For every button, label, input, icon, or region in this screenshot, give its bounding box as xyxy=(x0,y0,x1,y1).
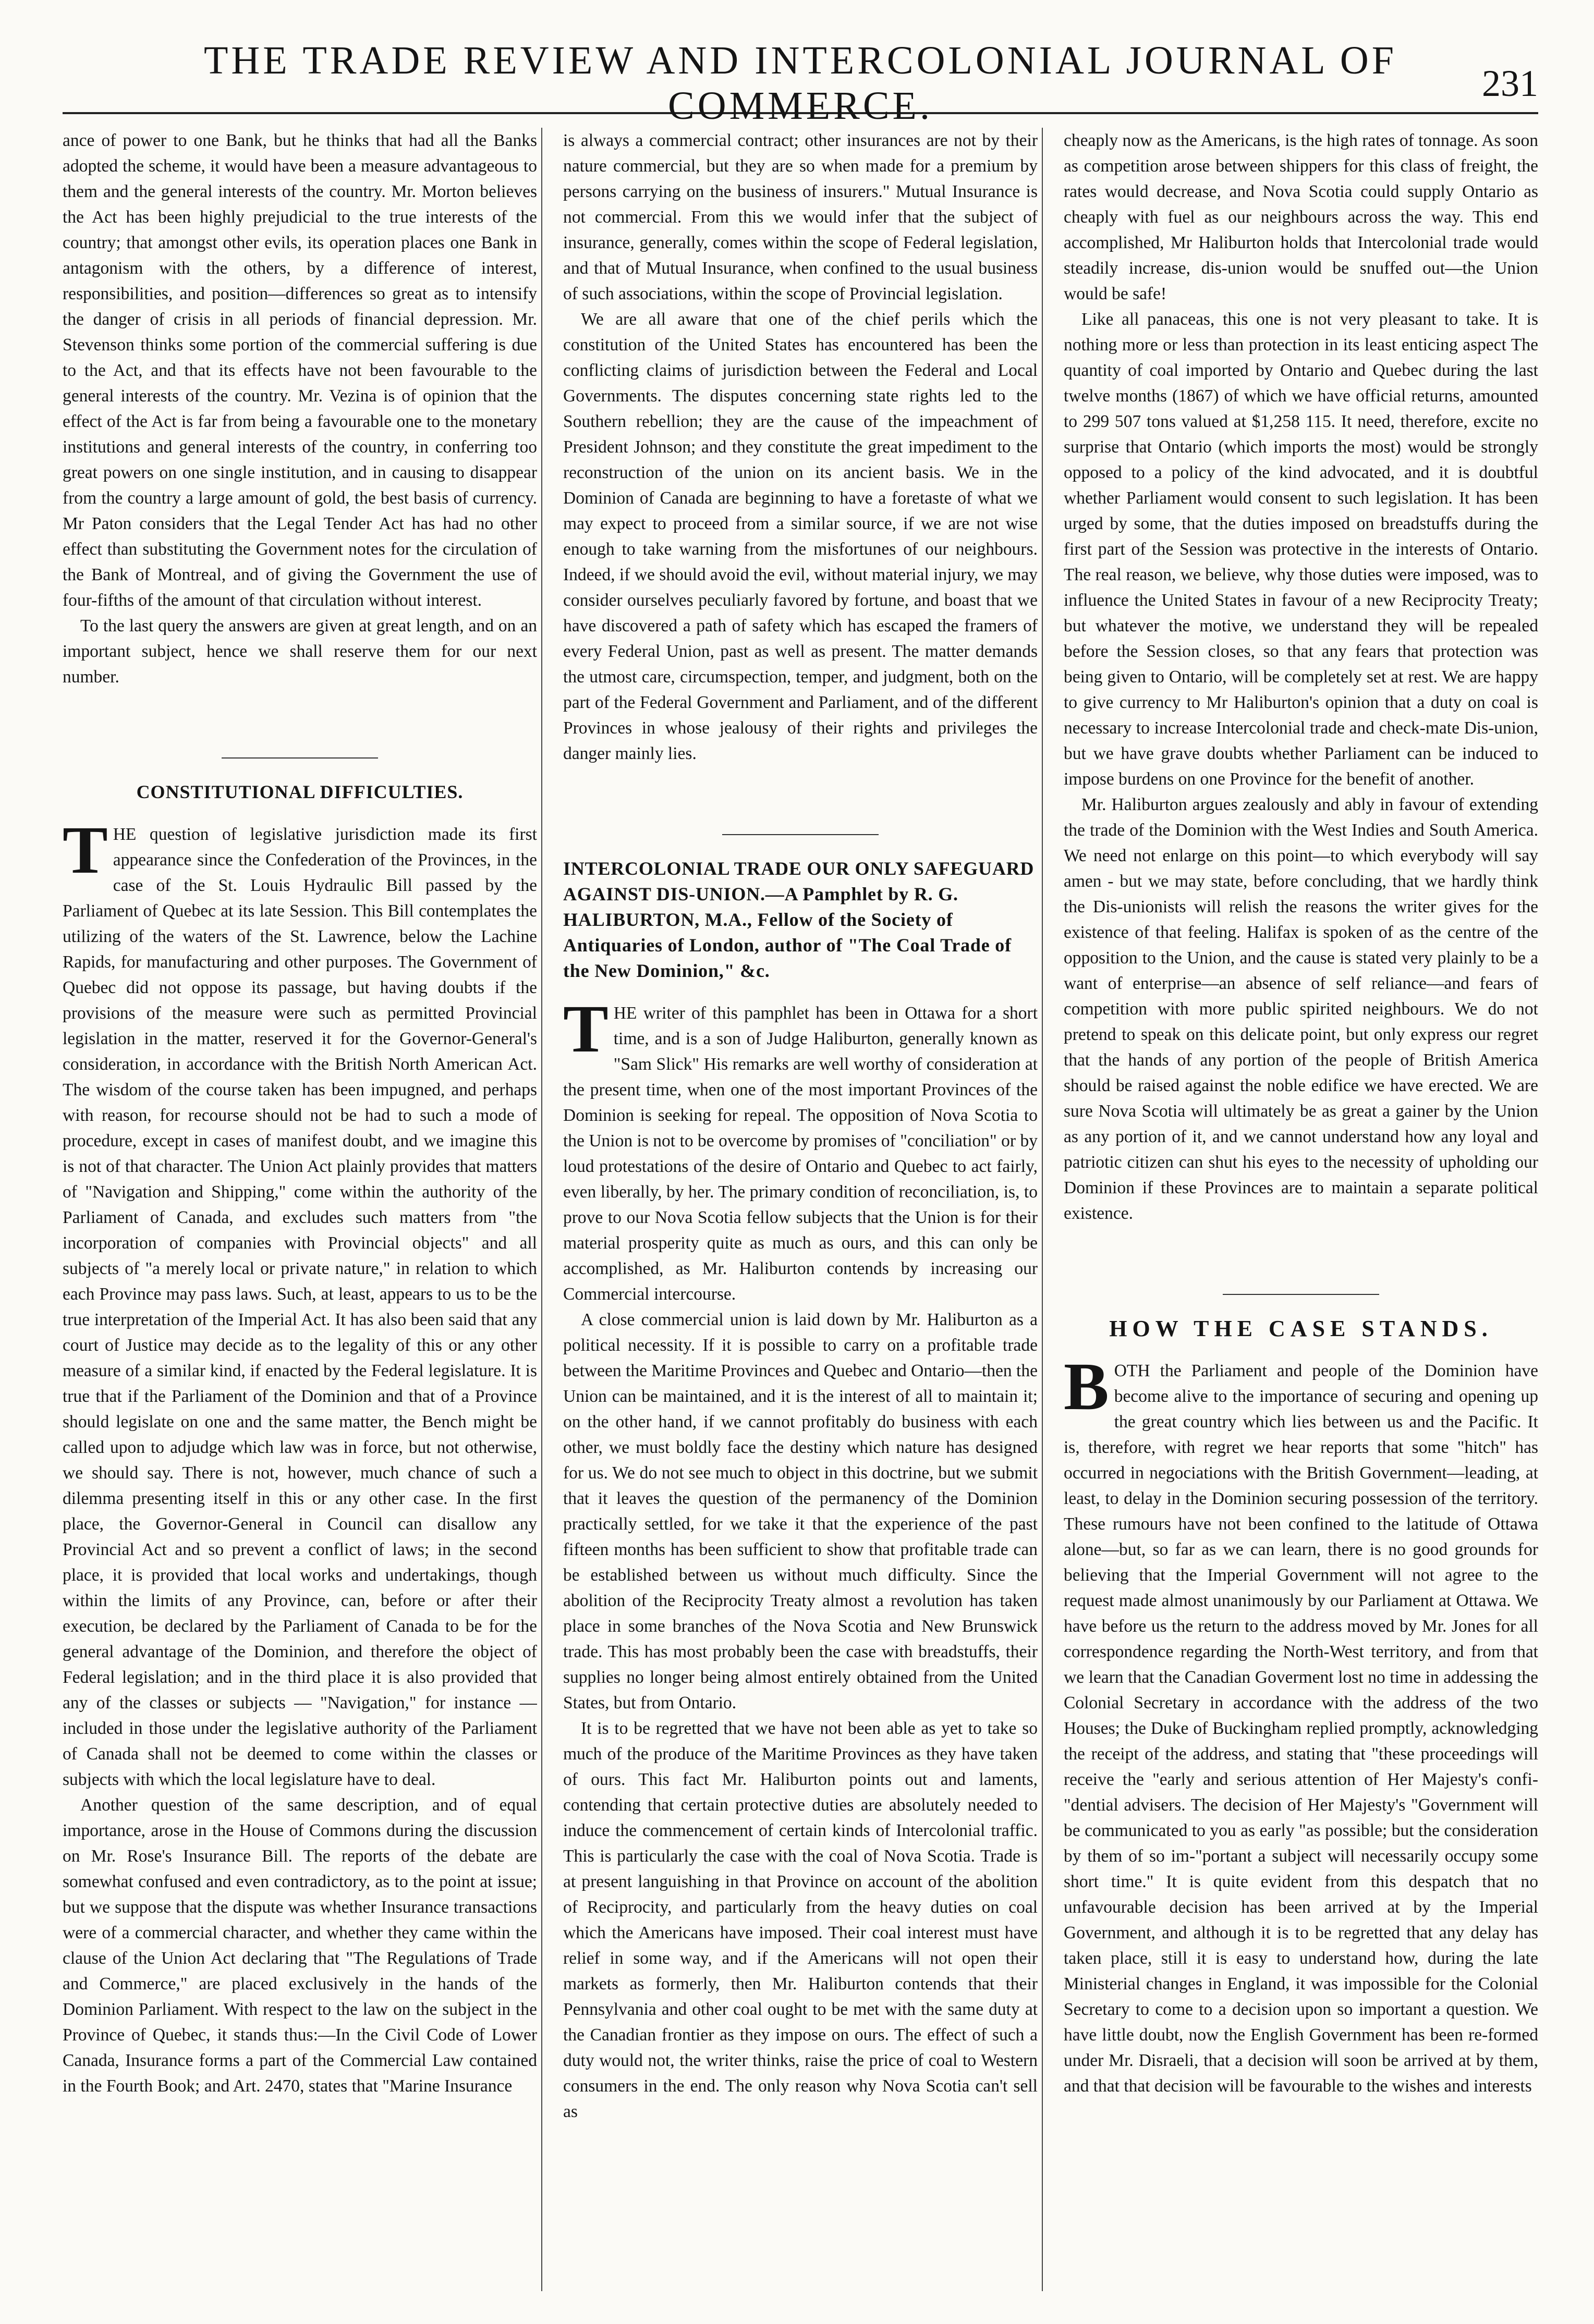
article-heading: HOW THE CASE STANDS. xyxy=(1109,1316,1493,1341)
drop-cap: T xyxy=(63,813,108,888)
section-divider xyxy=(222,757,378,759)
section-divider xyxy=(722,834,879,835)
paragraph: is always a commercial contract; other insurances are not by their nature commercial, but they are so when made for a premium by persons carrying on the business of insurers." Mutual Insurance is not commercial. From this we would infer that the subject of insurance, generally, comes within the scope of Federal legislation, and that of Mutual Insurance, when confined to the usual business of such associations, within the scope of Provincial legislation. xyxy=(563,131,1038,303)
paragraph: Mr. Haliburton argues zealously and ably in favour of extending the trade of the Dominion with the West Indies and South America. We need not enlarge on this point—to which everybody will say amen - but we may state, before concluding, that we hardly think the Dis-unionists will relish the reasons the writer gives for the existence of that feeling. Halifax is spoken of as the centre of the opposition to the Union, and the cause is stated very plainly to be a want of enterprise—an absence of self reliance—and fears of competition with more public spirited neighbours. We do not pretend to speak on this delicate point, but only express our regret that the hands of any portion of the people of British America should be raised against the noble edifice we have erected. We are sure Nova Scotia will ultimately be as great a gainer by the Union as any portion of it, and we cannot understand how any loyal and patriotic citizen can shut his eyes to the necessity of upholding our Dominion if these Provinces are to maintain a separate political existence. xyxy=(1064,795,1538,1223)
journal-title: THE TRADE REVIEW AND INTERCOLONIAL JOURNAL OF COMMERCE. xyxy=(203,39,1397,128)
paragraph: We are all aware that one of the chief perils which the constitution of the United States has encountered has been the conflicting claims of jurisdiction between the Federal and Local Governments. The disputes concerning state rights led to the Southern rebellion; they are the cause of the impeachment of President Johnson; and they constitute the great impediment to the reconstruction of the union on its ancient basis. We in the Dominion of Canada are beginning to have a foretaste of what we may expect to proceed from a similar source, if we are not wise enough to take warning from the misfortunes of our neighbours. Indeed, if we should avoid the evil, without material injury, we may consider ourselves peculiarly favored by fortune, and boast that we have discovered a path of safety which has escaped the framers of every Federal Union, past as well as present. The matter demands the utmost care, circumspection, temper, and judgment, both on the part of the Federal Government and Parliament, and of the different Provinces in whose jealousy of their rights and privileges the danger mainly lies. xyxy=(563,310,1038,763)
paragraph xyxy=(563,992,1038,1307)
drop-cap: B xyxy=(1064,1349,1109,1424)
column-3 xyxy=(1042,128,1538,2291)
paragraph: cheaply now as the Americans, is the high rates of tonnage. As soon as competition arose between shippers for this class of freight, the rates would decrease, and Nova Scotia could supply Ontario as cheaply with fuel as our neighbours across the way. This end accomplished, Mr Haliburton holds that Intercolonial trade would steadily increase, dis-union would be snuffed out—the Union would be safe! xyxy=(1064,131,1538,303)
column-1 xyxy=(63,128,537,2291)
paragraph: To the last query the answers are given at great length, and on an important subject, hence we shall reserve them for our next number. xyxy=(63,616,537,687)
page-number: 231 xyxy=(1482,62,1538,104)
article-heading: INTERCOLONIAL TRADE OUR ONLY SAFEGUARD AGAINST DIS-UNION.—A Pamphlet by R. G. HALIBURTON, M.A., Fellow of the Society of Antiquaries of London, author of "The Coal Trade of the New Dominion," &c. xyxy=(563,858,1035,981)
paragraph xyxy=(1064,1349,1538,2099)
paragraph-text: OTH the Parliament and people of the Dominion have become alive to the importance of securing and opening up the great country which lies between us and the Pacific. It is, therefore, with regret we hear reports that some "hitch" has occurred in negociations with the British Government—leading, at least, to delay in the Dominion securing possession of the territory. These rumours have not been confined to the latitude of Ottawa alone—but, so far as we can learn, there is no good grounds for believing that the Imperial Government will not agree to the request made almost unanimously by our Parliament at Ottawa. We have before us the return to the address moved by Mr. Jones for all correspondence regarding the North-West territory, and from that we learn that the Canadian Goverment lost no time in addessing the Colonial Secretary in accordance with the address of the two Houses; the Duke of Buckingham replied promptly, acknowledging the receipt of the address, and stating that "these proceedings will receive the "early and serious attention of Her Majesty's confi-"dential advisers. The decision of Her Majesty's "Government will be communicated to you as early "as possible; but the consideration by them of so im-"portant a subject will necessarily occupy some short time." It is quite evident from this despatch that no unfavourable decision has been arrived at by the Imperial Government, and although it is to be regretted that any delay has taken place, still it is easy to understand how, during the late Ministerial changes in England, it was impossible for the Colonial Secretary to come to a decision upon so important a question. We have little doubt, now the English Government has been re-formed under Mr. Disraeli, that a decision will soon be arrived at by them, and that that decision will be favourable to the wishes and interests xyxy=(1064,1361,1538,2096)
article-heading: CONSTITUTIONAL DIFFICULTIES. xyxy=(136,781,464,802)
page-header xyxy=(63,39,1538,128)
paragraph: Like all panaceas, this one is not very pleasant to take. It is nothing more or less than protection in its least enticing aspect The quantity of coal imported by Ontario and Quebec during the last twelve months (1867) of which we have official returns, amounted to 299 507 tons valued at $1,258 115. It need, therefore, excite no surprise that Ontario (which imports the most) would be strongly opposed to a policy of the kind advocated, and it is doubtful whether Parliament would consent to such legislation. It has been urged by some, that the duties imposed on breadstuffs during the first part of the Session was protective in the interests of Ontario. The real reason, we believe, why those duties were imposed, was to influence the United States in favour of a new Reciprocity Treaty; but whatever the motive, we understand they will be repealed before the Session closes, so that any fears that protection was being given to Ontario, will be completely set at rest. We are happy to give currency to Mr Haliburton's opinion that a duty on coal is necessary to increase Intercolonial trade and check-mate Dis-union, but we have grave doubts whether Parliament can be induced to impose burdens on one Province for the benefit of another. xyxy=(1064,310,1538,789)
section-divider xyxy=(1223,1294,1379,1295)
paragraph xyxy=(63,813,537,1792)
column-2 xyxy=(541,128,1038,2291)
paragraph: ance of power to one Bank, but he thinks that had all the Banks adopted the scheme, it would have been a measure advantageous to them and the general interests of the country. Mr. Morton believes the Act has been highly prejudicial to the true interests of the country; that amongst other evils, its operation places one Bank in antagonism with the others, by a difference of interest, responsibilities, and position—differences so great as to intensify the danger of crisis in all periods of financial depression. Mr. Stevenson thinks some portion of the commercial suffering is due to the Act, and that its effects have not been favourable to the general interests of the country. Mr. Vezina is of opinion that the effect of the Act is far from being a favourable one to the monetary institutions and general interests of the country, in conferring too great powers on one single institution, and in causing to disappear from the country a large amount of gold, the best basis of currency. Mr Paton considers that the Legal Tender Act has had no other effect than substituting the Government notes for the circulation of the Bank of Montreal, and of giving the Government the use of four-fifths of the amount of that circulation without interest. xyxy=(63,131,537,610)
paragraph-text: HE writer of this pamphlet has been in Ottawa for a short time, and is a son of Judge Haliburton, generally known as "Sam Slick" His remarks are well worthy of consideration at the present time, when one of the most important Provinces of the Dominion is seeking for repeal. The opposition of Nova Scotia to the Union is not to be overcome by promises of "conciliation" or by loud protestations of the desire of Ontario and Quebec to act fairly, even liberally, by her. The primary condition of reconciliation, is, to prove to our Nova Scotia fellow subjects that the Union is for their material prosperity quite as much as ours, and this can only be accomplished, as Mr. Haliburton contends by increasing our Commercial intercourse. xyxy=(563,1004,1038,1304)
paragraph-text: HE question of legislative jurisdiction made its first appearance since the Confederation of the Provinces, in the case of the St. Louis Hydraulic Bill passed by the Parliament of Quebec at its late Session. This Bill contemplates the utilizing of the waters of the St. Lawrence, below the Lachine Rapids, for manufacturing and other purposes. The Government of Quebec did not oppose its passage, but having doubts if the provisions of the measure were such as permitted Provincial legislation in the matter, reserved it for the Governor-General's consideration, in accordance with the British North American Act. The wisdom of the course taken has been impugned, and perhaps with reason, for recourse should not be had to such a mode of procedure, except in cases of manifest doubt, and we imagine this is not of that character. The Union Act plainly provides that matters of "Navigation and Shipping," come within the authority of the Parliament of Canada, and excludes such matters from "the incorporation of companies with Provincial objects" and all subjects of "a merely local or private nature," in relation to which each Province may pass laws. Such, at least, appears to us to be the true interpretation of the Imperial Act. It has also been said that any court of Justice may decide as to the legality of this or any other measure of a similar kind, if enacted by the Federal legislature. It is true that if the Parliament of the Dominion and that of a Province should legislate on one and the same matter, the Bench might be called upon to adjudge which law was in force, but not otherwise, we should say. There is not, however, much chance of such a dilemma presenting itself in this or any other case. In the first place, the Governor-General in Council can disallow any Provincial Act and so prevent a conflict of laws; in the second place, it is provided that local works and undertakings, though within the limits of any Province, can, before or after their execution, be declared by the Parliament of Canada to be for the general advantage of the Dominion, and therefore the object of Federal legislation; and in the third place it is also provided that any of the classes or subjects — "Navigation," for instance — included in those under the legislative authority of the Parliament of Canada shall not be deemed to come within the classes or subjects with which the local legislature have to deal. xyxy=(63,825,537,1789)
paragraph: It is to be regretted that we have not been able as yet to take so much of the produce of the Maritime Provinces as they have taken of ours. This fact Mr. Haliburton points out and laments, contending that certain protective duties are absolutely needed to induce the commencement of certain kinds of Intercolonial traffic. This is particularly the case with the coal of Nova Scotia. Trade is at present languishing in that Province on account of the abolition of Reciprocity, and particularly from the heavy duties on coal which the Americans have imposed. Their coal interest must have relief in some way, and if the Americans will not open their markets as formerly, then Mr. Haliburton contends that their Pennsylvania and other coal ought to be met with the same duty at the Canadian frontier as they impose on ours. The effect of such a duty would not, the writer thinks, raise the price of coal to Western consumers in the end. The only reason why Nova Scotia can't sell as xyxy=(563,1719,1038,2121)
drop-cap: T xyxy=(563,992,609,1067)
article-columns xyxy=(63,128,1538,2291)
paragraph: Another question of the same description, and of equal importance, arose in the House of Commons during the discussion on Mr. Rose's Insurance Bill. The reports of the debate are somewhat confused and even contradictory, as to the point at issue; but we suppose that the dispute was whether Insurance transactions were of a commercial character, and whether they came within the clause of the Union Act declaring that "The Regulations of Trade and Commerce," are placed exclusively in the hands of the Dominion Parliament. With respect to the law on the subject in the Province of Quebec, it stands thus:—In the Civil Code of Lower Canada, Insurance forms a part of the Commercial Law contained in the Fourth Book; and Art. 2470, states that "Marine Insurance xyxy=(63,1795,537,2096)
paragraph: A close commercial union is laid down by Mr. Haliburton as a political necessity. If it is possible to carry on a profitable trade between the Maritime Provinces and Quebec and Ontario—then the Union can be maintained, and it is the interest of all to maintain it; on the other hand, if we cannot profitably do business with each other, we must boldly face the destiny which nature has designed for us. We do not see much to object in this doctrine, but we submit that it leaves the question of the permanency of the Dominion practically settled, for we take it that the experience of the past fifteen months has been sufficient to show that profitable trade can be established between us without much difficulty. Since the abolition of the Reciprocity Treaty almost a revolution has taken place in some branches of the Nova Scotia and New Brunswick trade. This has most probably been the case with breadstuffs, their supplies no longer being almost entirely obtained from the United States, but from Ontario. xyxy=(563,1310,1038,1713)
